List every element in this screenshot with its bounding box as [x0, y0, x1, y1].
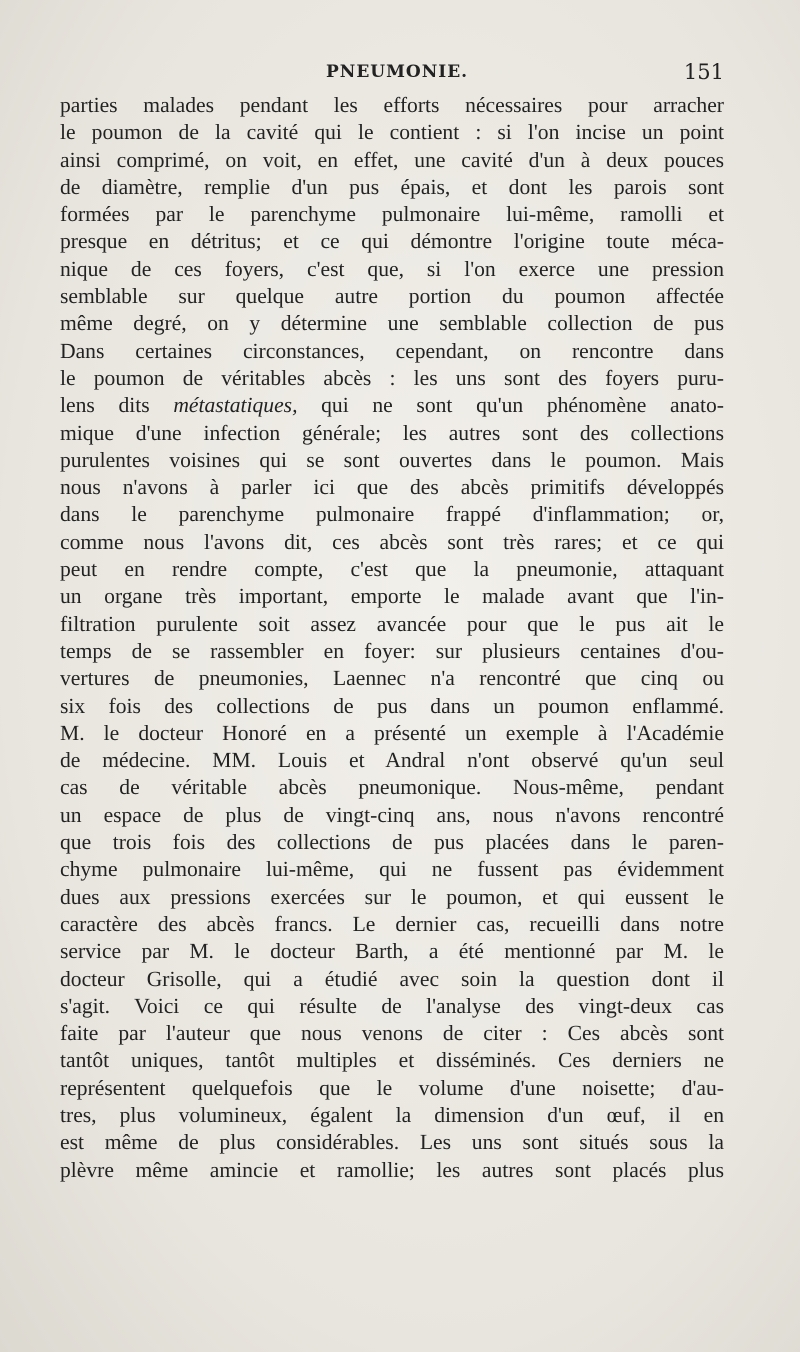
text-line: presque en détritus; et ce qui démontre l'origine toute méca-	[60, 229, 724, 254]
page-header	[60, 60, 724, 90]
text-line: dans le parenchyme pulmonaire frappé d'inflammation; or,	[60, 502, 724, 527]
text-line: comme nous l'avons dit, ces abcès sont très rares; et ce qui	[60, 529, 724, 554]
text-line: docteur Grisolle, qui a étudié avec soin la question dont il	[60, 966, 724, 991]
text-line: chyme pulmonaire lui-même, qui ne fussent pas évidemment	[60, 857, 724, 882]
text-line: caractère des abcès francs. Le dernier cas, recueilli dans notre	[60, 911, 724, 936]
text-line: M. le docteur Honoré en a présenté un exemple à l'Académie	[60, 720, 724, 745]
text-line: nique de ces foyers, c'est que, si l'on exerce une pression	[60, 256, 724, 281]
text-line: service par M. le docteur Barth, a été mentionné par M. le	[60, 939, 724, 964]
text-line: de médecine. MM. Louis et Andral n'ont observé qu'un seul	[60, 748, 724, 773]
text-line: que trois fois des collections de pus placées dans le paren-	[60, 830, 724, 855]
text-line: temps de se rassembler en foyer: sur plusieurs centaines d'ou-	[60, 638, 724, 663]
text-line: semblable sur quelque autre portion du poumon affectée	[60, 284, 724, 309]
text-line: parties malades pendant les efforts nécessaires pour arracher	[60, 93, 724, 117]
text-line: purulentes voisines qui se sont ouvertes dans le poumon. Mais	[60, 447, 724, 472]
italic-term: métastatiques,	[173, 393, 298, 418]
text-line: le poumon de la cavité qui le contient : si l'on incise un point	[60, 120, 724, 145]
text-line: plèvre même amincie et ramollie; les autres sont placés plus	[60, 1157, 724, 1182]
text-line: même degré, on y détermine une semblable collection de pus	[60, 311, 724, 336]
text-line: un organe très important, emporte le malade avant que l'in-	[60, 584, 724, 609]
text-line: filtration purulente soit assez avancée pour que le pus ait le	[60, 611, 724, 636]
text-line: cas de véritable abcès pneumonique. Nous-même, pendant	[60, 775, 724, 800]
text-segment: qui ne sont qu'un phénomène anato-	[297, 393, 724, 418]
body-text	[60, 92, 724, 1184]
text-line: ainsi comprimé, on voit, en effet, une cavité d'un à deux pouces	[60, 147, 724, 172]
text-line: de diamètre, remplie d'un pus épais, et dont les parois sont	[60, 174, 724, 199]
text-line: nous n'avons à parler ici que des abcès primitifs développés	[60, 475, 724, 500]
text-line: vertures de pneumonies, Laennec n'a rencontré que cinq ou	[60, 666, 724, 691]
text-line: formées par le parenchyme pulmonaire lui-même, ramolli et	[60, 202, 724, 227]
text-line: le poumon de véritables abcès : les uns sont des foyers puru-	[60, 365, 724, 390]
text-line: s'agit. Voici ce qui résulte de l'analyse des vingt-deux cas	[60, 993, 724, 1018]
text-line: mique d'une infection générale; les autres sont des collections	[60, 420, 724, 445]
text-segment: lens dits	[60, 393, 174, 418]
text-line: dues aux pressions exercées sur le poumon, et qui eussent le	[60, 884, 724, 909]
text-line: représentent quelquefois que le volume d'une noisette; d'au-	[60, 1075, 724, 1100]
text-line: est même de plus considérables. Les uns sont situés sous la	[60, 1130, 724, 1155]
text-line: Dans certaines circonstances, cependant, on rencontre dans	[60, 338, 724, 363]
text-line: tres, plus volumineux, égalent la dimension d'un œuf, il en	[60, 1102, 724, 1127]
text-line: peut en rendre compte, c'est que la pneumonie, attaquant	[60, 557, 724, 582]
text-line	[60, 392, 724, 419]
page-number: 151	[683, 60, 724, 84]
text-line: six fois des collections de pus dans un poumon enflammé.	[60, 693, 724, 718]
text-line: faite par l'auteur que nous venons de citer : Ces abcès sont	[60, 1021, 724, 1046]
text-line: un espace de plus de vingt-cinq ans, nous n'avons rencontré	[60, 802, 724, 827]
text-line: tantôt uniques, tantôt multiples et disséminés. Ces derniers ne	[60, 1048, 724, 1073]
running-title: PNEUMONIE.	[326, 62, 469, 82]
